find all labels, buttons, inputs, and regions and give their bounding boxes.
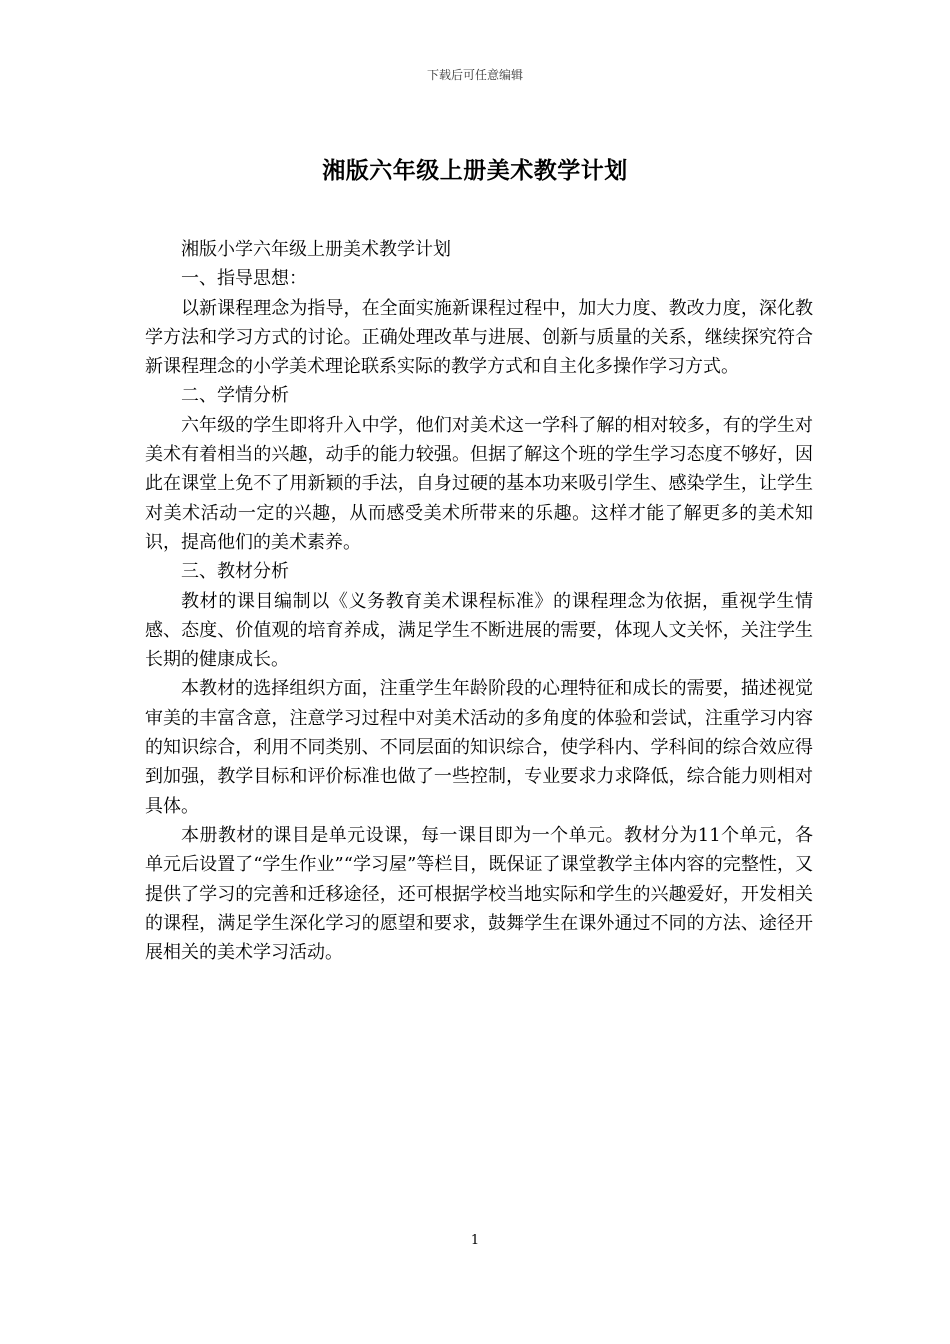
- page-number: 1: [470, 1233, 480, 1248]
- document-body: [145, 235, 813, 967]
- paragraph-subtitle: 湘版小学六年级上册美术教学计划: [181, 239, 451, 260]
- section-heading-student-analysis: 二、学情分析: [181, 385, 289, 407]
- paragraph: 教材的课目编制以《义务教育美术课程标准》的课程理念为依据，重视学生情感、态度、价值观的培育养成，满足学生不断进展的需要，体现人文关怀，关注学生长期的健康成长。: [145, 590, 813, 671]
- paragraph: 六年级的学生即将升入中学，他们对美术这一学科了解的相对较多，有的学生对美术有着相当的兴趣，动手的能力较强。但据了解这个班的学生学习态度不够好，因此在课堂上免不了用新颖的手法，自身过硬的基本功来吸引学生、感染学生，让学生对美术活动一定的兴趣，从而感受美术所带来的乐趣。这样才能了解更多的美术知识，提高他们的美术素养。: [145, 414, 813, 553]
- header-note: 下载后可任意编辑: [426, 68, 523, 82]
- paragraph: 以新课程理念为指导，在全面实施新课程过程中，加大力度、教改力度，深化教学方法和学习方式的讨论。正确处理改革与进展、创新与质量的关系，继续探究符合新课程理念的小学美术理论联系实际的教学方式和自主化多操作学习方式。: [145, 297, 813, 378]
- section-heading-guiding-ideology: 一、指导思想：: [181, 268, 307, 290]
- section-heading-textbook-analysis: 三、教材分析: [181, 561, 289, 583]
- paragraph: 本册教材的课目是单元设课，每一课目即为一个单元。教材分为11个单元，各单元后设置了“学生作业”“学习屋”等栏目，既保证了课堂教学主体内容的完整性，又提供了学习的完善和迁移途径，还可根据学校当地实际和学生的兴趣爱好，开发相关的课程，满足学生深化学习的愿望和要求，鼓舞学生在课外通过不同的方法、途径开展相关的美术学习活动。: [145, 824, 813, 964]
- paragraph: 本教材的选择组织方面，注重学生年龄阶段的心理特征和成长的需要，描述视觉审美的丰富含意，注意学习过程中对美术活动的多角度的体验和尝试，注重学习内容的知识综合，利用不同类别、不同层面的知识综合，使学科内、学科间的综合效应得到加强，教学目标和评价标准也做了一些控制，专业要求力求降低，综合能力则相对具体。: [145, 678, 813, 817]
- document-title: 湘版六年级上册美术教学计划: [322, 157, 628, 184]
